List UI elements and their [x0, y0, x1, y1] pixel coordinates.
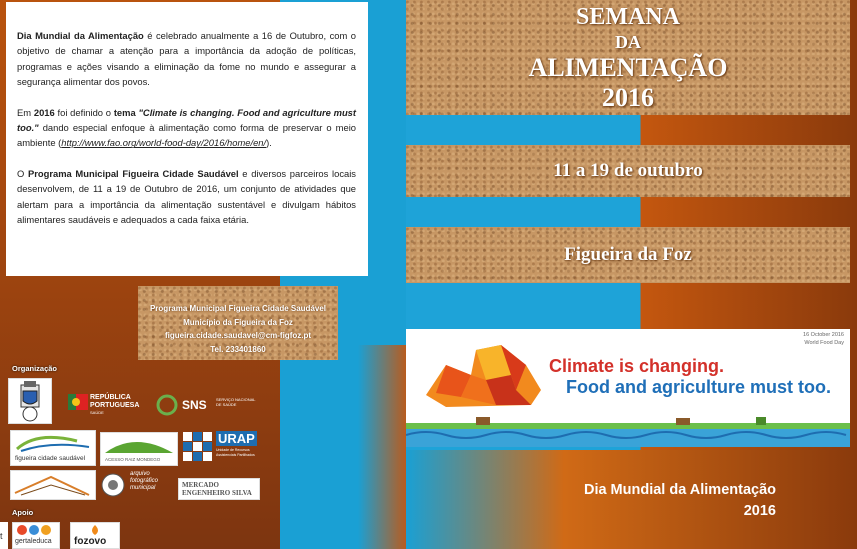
sns-sub: SERVIÇO NACIONAL DE SAÚDE: [216, 397, 256, 407]
apoio-label: Apoio: [12, 508, 34, 517]
text: dando especial enfoque à alimentação como forma de preservar o meio ambiente (: [17, 122, 356, 149]
intro-paragraph-1: [17, 28, 356, 90]
title-line-da: DA: [615, 32, 641, 52]
text: O: [17, 167, 28, 179]
contact-municipality: Município da Figueira da Foz: [183, 317, 293, 327]
fcs-text: figueira cidade saudável: [15, 455, 86, 462]
cut-off-logo: t: [0, 522, 8, 549]
republica-sub: SAÚDE: [90, 410, 104, 415]
arquivo-text: arquivo fotográfico municipal: [130, 471, 159, 491]
intro-paragraph-2: [17, 105, 356, 151]
intro-bold-title: Dia Mundial da Alimentação: [17, 30, 144, 41]
middle-background-lower: [280, 345, 410, 549]
title-cork-box: [406, 0, 850, 115]
footer-line1: Dia Mundial da Alimentação: [583, 482, 776, 498]
fozovo-text: fozovo: [74, 536, 107, 547]
year-bold: 2016: [33, 106, 55, 118]
mercado-text: MERCADO ENGENHEIRO SILVA: [182, 481, 252, 497]
contact-email[interactable]: figueira.cidade.saudavel@cm-figfoz.pt: [164, 331, 312, 340]
intro-text-panel: [6, 2, 368, 276]
crest-icon: [9, 379, 51, 423]
republica-portuguesa-logo: [68, 392, 146, 416]
arquivo-fotografico-logo: [100, 470, 176, 500]
climate-slogan-line1: Climate is changing.: [549, 356, 725, 376]
title-line-alimentacao: ALIMENTAÇÃO: [528, 53, 728, 82]
text: e diversos parceiros locais desenvolvem, de 11 a 19 de Outubro de 2016, um conjunto de atividades que alertam para a importância da alimentação sustentável e divulgam hábitos alimentares saudáveis e adequados a cada faixa etária.: [17, 167, 356, 226]
sns-logo: [156, 394, 266, 416]
climate-slogan-line2: Food and agriculture must too.: [566, 377, 831, 397]
sns-text: SNS: [182, 398, 207, 412]
organizacao-label: Organização: [12, 364, 58, 373]
urap-logo: [182, 431, 260, 465]
intro-paragraph-3: [17, 166, 356, 228]
dates-banner: 11 a 19 de outubro: [406, 145, 850, 197]
dunes-logo: [10, 470, 96, 500]
landscape-strip-icon: [406, 417, 850, 447]
footer-line2: 2016: [743, 503, 776, 519]
republica-text: REPÚBLICA PORTUGUESA: [90, 394, 140, 409]
portugal-flag-icon: [68, 392, 88, 414]
urap-text: URAP: [218, 431, 255, 446]
world-food-day-badge: [803, 331, 844, 347]
lowpoly-cloud-icon: [416, 335, 556, 425]
contact-phone: Tel. 233401860: [210, 344, 266, 354]
gertal-text: gertaleduca: [15, 538, 52, 545]
sns-icon: [156, 394, 178, 416]
mercado-logo: [178, 478, 260, 500]
mountain-icon: [101, 433, 177, 455]
dunes-icon: [11, 471, 95, 499]
wfd-name: World Food Day: [804, 340, 844, 346]
title-line-semana: SEMANA: [575, 4, 680, 30]
tema-bold: tema: [113, 106, 136, 118]
contact-box: [138, 286, 338, 360]
text: ).: [266, 137, 272, 149]
theme-quote: "Climate is changing. Food and agriculture must too.": [17, 106, 357, 134]
figueira-cidade-saudavel-logo: [10, 430, 96, 466]
intro-text: é celebrado anualmente a 16 de Outubro, com o objetivo de chamar a atenção para a importância da adoção de políticas, programas e ações visando a eliminação da fome no mundo e assegurar a segurança alimentar dos povos.: [17, 30, 356, 88]
fao-link[interactable]: http://www.fao.org/world-food-day/2016/home/en/: [61, 137, 267, 149]
municipal-crest-logo: [8, 378, 52, 424]
acesso-raiz-mondego-logo: [100, 432, 178, 466]
wfd-date: 16 October 2016: [803, 332, 844, 338]
footer-title: [530, 480, 776, 522]
climate-banner: [406, 329, 850, 447]
program-name-bold: Programa Municipal Figueira Cidade Saudável: [27, 167, 239, 179]
place-banner: Figueira da Foz: [406, 227, 850, 283]
contact-program: Programa Municipal Figueira Cidade Saudável: [149, 304, 327, 313]
camera-aperture-icon: [100, 472, 126, 498]
acesso-text: ACESSO RAIZ MONDEGO: [105, 457, 161, 462]
urap-sub: Unidade de Recursos Assistenciais Partilhados: [216, 448, 255, 457]
fcs-icon: [11, 431, 95, 453]
title-line-year: 2016: [602, 83, 654, 112]
text: Em: [17, 106, 34, 118]
text: foi definido o: [54, 106, 114, 118]
urap-grid-icon: [182, 431, 214, 463]
fozovo-logo: [70, 522, 120, 549]
gertaleduca-logo: [12, 522, 60, 549]
gertal-icon: [13, 523, 59, 537]
flame-icon: [85, 524, 105, 536]
